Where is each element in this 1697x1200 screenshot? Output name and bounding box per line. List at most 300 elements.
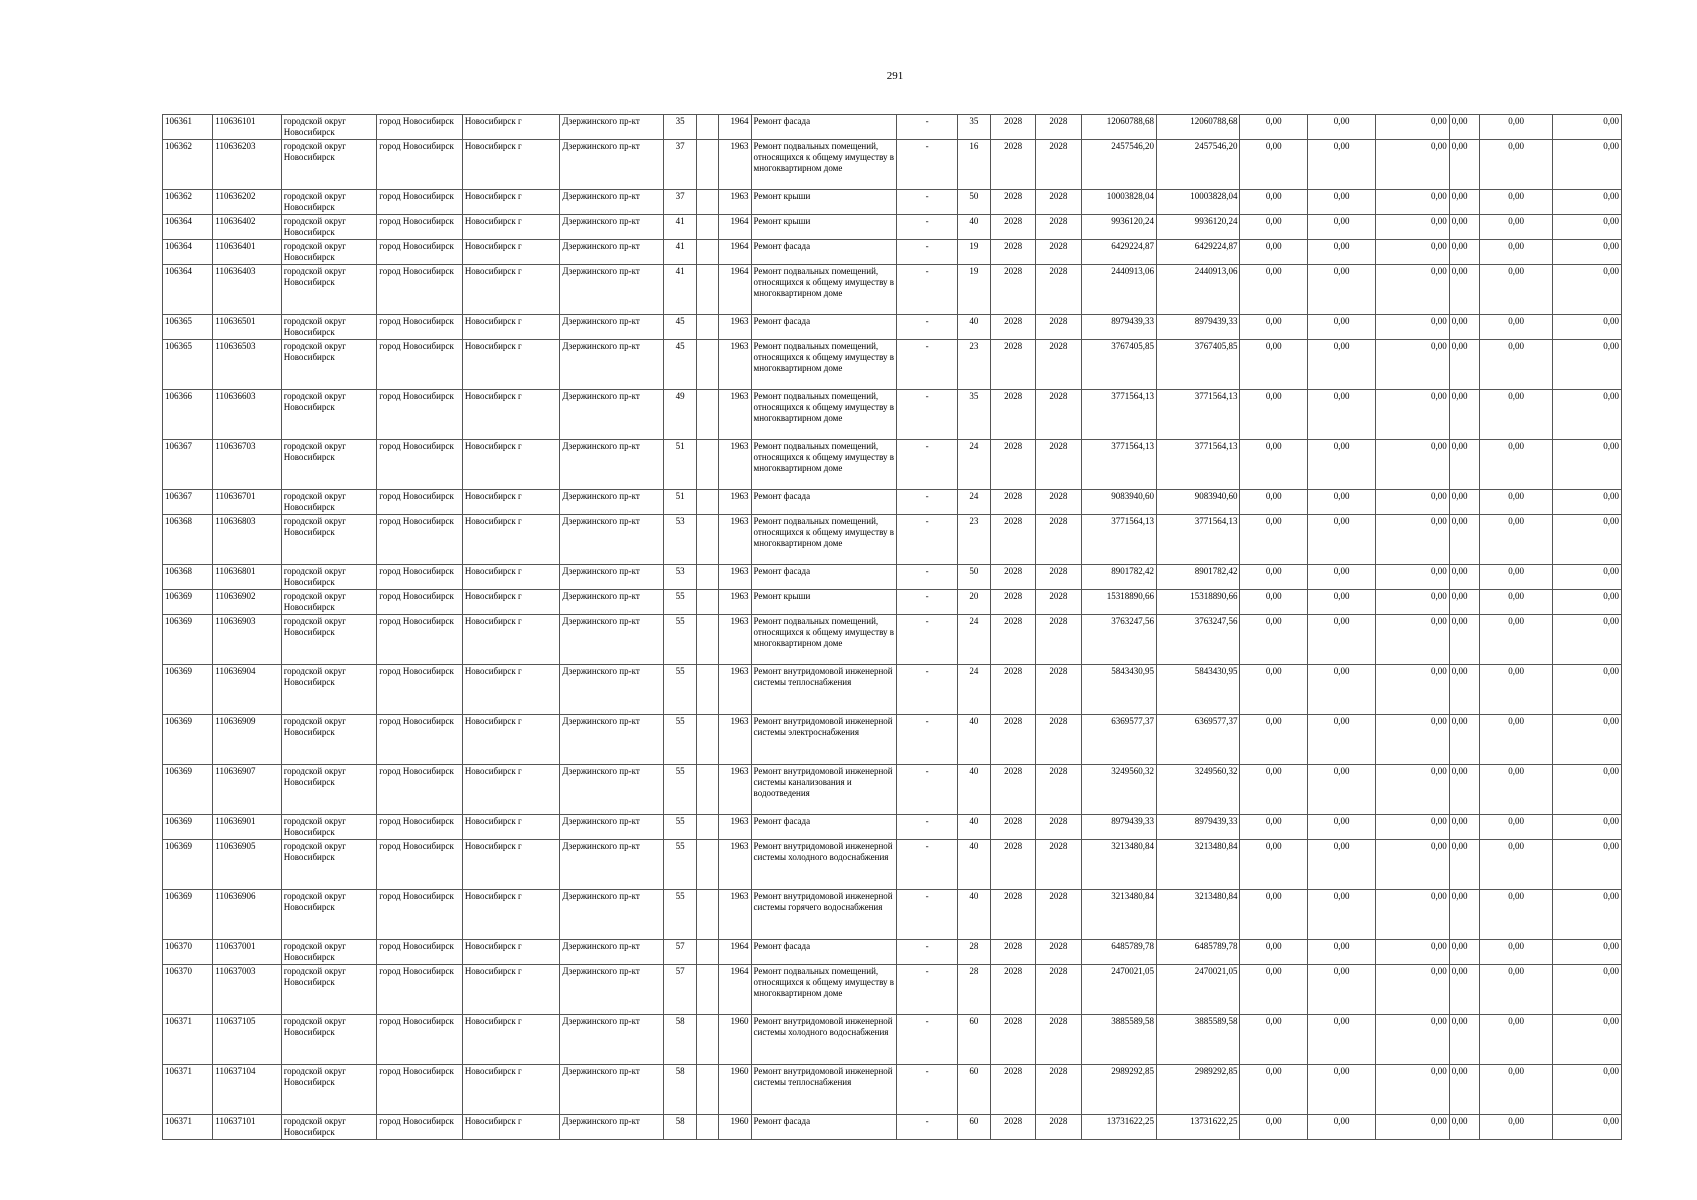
cell-house-number: 55 <box>664 590 697 615</box>
cell-locality: Новосибирск г <box>462 940 560 965</box>
cell-wear-percent: 20 <box>957 590 990 615</box>
cell-street: Дзержинского пр-кт <box>560 490 664 515</box>
cell-cost-col-20: 0,00 <box>1449 1015 1479 1065</box>
cell-settlement: город Новосибирск <box>377 115 463 140</box>
cell-year-to: 2028 <box>1036 115 1081 140</box>
cell-cost-col-19: 0,00 <box>1376 765 1449 815</box>
cell-year-from: 2028 <box>991 140 1036 190</box>
cell-dash-cell: - <box>897 515 957 565</box>
cell-cost-col-18: 0,00 <box>1307 615 1375 665</box>
cell-cost-col-21: 0,00 <box>1479 965 1552 1015</box>
cell-house-number: 53 <box>664 565 697 590</box>
cell-municipal-district: городской округ Новосибирск <box>281 940 377 965</box>
cell-street: Дзержинского пр-кт <box>560 140 664 190</box>
cell-work-type: Ремонт подвальных помещений, относящихся к общему имуществу в многоквартирном доме <box>751 340 897 390</box>
cell-house-number: 58 <box>664 1065 697 1115</box>
cell-municipal-district: городской округ Новосибирск <box>281 565 377 590</box>
cell-dash-cell: - <box>897 340 957 390</box>
table-row <box>163 615 1622 665</box>
cell-build-year: 1963 <box>719 190 751 215</box>
cell-dash-cell: - <box>897 665 957 715</box>
cell-cost-col-20: 0,00 <box>1449 115 1479 140</box>
cell-cost-col-19: 0,00 <box>1376 1015 1449 1065</box>
cell-street: Дзержинского пр-кт <box>560 565 664 590</box>
cell-build-year: 1963 <box>719 390 751 440</box>
cell-cost-col-21: 0,00 <box>1479 115 1552 140</box>
cell-wear-percent: 50 <box>957 190 990 215</box>
cell-wear-percent: 60 <box>957 1065 990 1115</box>
cell-house-number: 53 <box>664 515 697 565</box>
cell-cost-col-19: 0,00 <box>1376 140 1449 190</box>
cell-cost-col-17: 0,00 <box>1240 240 1307 265</box>
cell-year-from: 2028 <box>991 665 1036 715</box>
cell-settlement: город Новосибирск <box>377 440 463 490</box>
cell-dash-cell: - <box>897 565 957 590</box>
cell-year-to: 2028 <box>1036 190 1081 215</box>
cell-house-number: 37 <box>664 190 697 215</box>
cell-cost-fund: 6485789,78 <box>1156 940 1240 965</box>
cell-locality: Новосибирск г <box>462 515 560 565</box>
cell-work-type: Ремонт фасада <box>751 315 897 340</box>
cell-cost-col-22: 0,00 <box>1553 1015 1622 1065</box>
cell-cost-col-22: 0,00 <box>1553 940 1622 965</box>
cell-wear-percent: 40 <box>957 715 990 765</box>
cell-house-number: 41 <box>664 215 697 240</box>
cell-row-id: 106368 <box>163 515 213 565</box>
cell-total-cost: 8901782,42 <box>1081 565 1156 590</box>
cell-cost-col-22: 0,00 <box>1553 390 1622 440</box>
cell-building <box>697 965 719 1015</box>
cell-locality: Новосибирск г <box>462 340 560 390</box>
cell-cost-col-17: 0,00 <box>1240 340 1307 390</box>
cell-cost-col-20: 0,00 <box>1449 965 1479 1015</box>
cell-cost-col-18: 0,00 <box>1307 715 1375 765</box>
table-row <box>163 240 1622 265</box>
cell-cost-col-17: 0,00 <box>1240 1065 1307 1115</box>
cell-row-id: 106369 <box>163 615 213 665</box>
cell-total-cost: 9083940,60 <box>1081 490 1156 515</box>
cell-year-to: 2028 <box>1036 315 1081 340</box>
cell-row-id: 106369 <box>163 890 213 940</box>
cell-object-code: 110636202 <box>213 190 281 215</box>
cell-build-year: 1964 <box>719 240 751 265</box>
cell-build-year: 1960 <box>719 1065 751 1115</box>
cell-year-to: 2028 <box>1036 665 1081 715</box>
cell-cost-col-20: 0,00 <box>1449 765 1479 815</box>
table-row <box>163 840 1622 890</box>
cell-row-id: 106371 <box>163 1065 213 1115</box>
cell-cost-col-21: 0,00 <box>1479 515 1552 565</box>
cell-street: Дзержинского пр-кт <box>560 340 664 390</box>
cell-cost-col-20: 0,00 <box>1449 315 1479 340</box>
cell-build-year: 1963 <box>719 590 751 615</box>
cell-dash-cell: - <box>897 840 957 890</box>
cell-year-from: 2028 <box>991 840 1036 890</box>
cell-building <box>697 240 719 265</box>
cell-cost-col-18: 0,00 <box>1307 940 1375 965</box>
cell-locality: Новосибирск г <box>462 1065 560 1115</box>
cell-building <box>697 665 719 715</box>
cell-year-to: 2028 <box>1036 215 1081 240</box>
cell-municipal-district: городской округ Новосибирск <box>281 590 377 615</box>
cell-municipal-district: городской округ Новосибирск <box>281 515 377 565</box>
cell-cost-col-20: 0,00 <box>1449 340 1479 390</box>
table-row <box>163 190 1622 215</box>
cell-cost-col-20: 0,00 <box>1449 815 1479 840</box>
cell-total-cost: 3249560,32 <box>1081 765 1156 815</box>
cell-municipal-district: городской округ Новосибирск <box>281 390 377 440</box>
cell-street: Дзержинского пр-кт <box>560 390 664 440</box>
cell-street: Дзержинского пр-кт <box>560 890 664 940</box>
cell-dash-cell: - <box>897 890 957 940</box>
cell-wear-percent: 28 <box>957 940 990 965</box>
cell-cost-col-22: 0,00 <box>1553 490 1622 515</box>
cell-cost-col-19: 0,00 <box>1376 940 1449 965</box>
cell-year-from: 2028 <box>991 265 1036 315</box>
cell-municipal-district: городской округ Новосибирск <box>281 815 377 840</box>
cell-street: Дзержинского пр-кт <box>560 190 664 215</box>
cell-object-code: 110636801 <box>213 565 281 590</box>
cell-dash-cell: - <box>897 440 957 490</box>
cell-cost-col-22: 0,00 <box>1553 240 1622 265</box>
cell-cost-col-22: 0,00 <box>1553 1115 1622 1140</box>
cell-street: Дзержинского пр-кт <box>560 840 664 890</box>
cell-row-id: 106369 <box>163 665 213 715</box>
cell-cost-col-18: 0,00 <box>1307 840 1375 890</box>
cell-row-id: 106369 <box>163 715 213 765</box>
cell-cost-col-22: 0,00 <box>1553 340 1622 390</box>
cell-building <box>697 715 719 765</box>
cell-building <box>697 440 719 490</box>
cell-building <box>697 490 719 515</box>
cell-work-type: Ремонт внутридомовой инженерной системы электроснабжения <box>751 715 897 765</box>
cell-row-id: 106371 <box>163 1115 213 1140</box>
cell-object-code: 110636203 <box>213 140 281 190</box>
cell-cost-fund: 8979439,33 <box>1156 815 1240 840</box>
cell-work-type: Ремонт крыши <box>751 190 897 215</box>
cell-wear-percent: 40 <box>957 765 990 815</box>
cell-year-from: 2028 <box>991 115 1036 140</box>
cell-cost-fund: 2457546,20 <box>1156 140 1240 190</box>
cell-object-code: 110636401 <box>213 240 281 265</box>
cell-work-type: Ремонт подвальных помещений, относящихся к общему имуществу в многоквартирном доме <box>751 615 897 665</box>
table-row <box>163 565 1622 590</box>
cell-cost-col-18: 0,00 <box>1307 890 1375 940</box>
cell-object-code: 110636902 <box>213 590 281 615</box>
cell-street: Дзержинского пр-кт <box>560 315 664 340</box>
cell-locality: Новосибирск г <box>462 665 560 715</box>
cell-cost-fund: 3249560,32 <box>1156 765 1240 815</box>
cell-build-year: 1964 <box>719 940 751 965</box>
cell-wear-percent: 23 <box>957 340 990 390</box>
cell-cost-fund: 8901782,42 <box>1156 565 1240 590</box>
cell-row-id: 106371 <box>163 1015 213 1065</box>
cell-street: Дзержинского пр-кт <box>560 815 664 840</box>
cell-locality: Новосибирск г <box>462 390 560 440</box>
cell-settlement: город Новосибирск <box>377 765 463 815</box>
cell-work-type: Ремонт внутридомовой инженерной системы холодного водоснабжения <box>751 840 897 890</box>
cell-cost-fund: 12060788,68 <box>1156 115 1240 140</box>
cell-total-cost: 3213480,84 <box>1081 840 1156 890</box>
cell-locality: Новосибирск г <box>462 715 560 765</box>
cell-total-cost: 3771564,13 <box>1081 515 1156 565</box>
cell-wear-percent: 35 <box>957 115 990 140</box>
cell-wear-percent: 35 <box>957 390 990 440</box>
cell-locality: Новосибирск г <box>462 440 560 490</box>
cell-cost-col-20: 0,00 <box>1449 665 1479 715</box>
table-row <box>163 140 1622 190</box>
cell-cost-col-17: 0,00 <box>1240 1115 1307 1140</box>
cell-row-id: 106369 <box>163 590 213 615</box>
cell-street: Дзержинского пр-кт <box>560 715 664 765</box>
cell-wear-percent: 60 <box>957 1015 990 1065</box>
cell-building <box>697 315 719 340</box>
cell-year-from: 2028 <box>991 1065 1036 1115</box>
cell-building <box>697 1065 719 1115</box>
cell-building <box>697 515 719 565</box>
cell-cost-col-19: 0,00 <box>1376 240 1449 265</box>
cell-dash-cell: - <box>897 490 957 515</box>
cell-year-from: 2028 <box>991 590 1036 615</box>
page-number: 291 <box>886 70 904 82</box>
cell-work-type: Ремонт внутридомовой инженерной системы теплоснабжения <box>751 1065 897 1115</box>
cell-cost-col-17: 0,00 <box>1240 965 1307 1015</box>
cell-municipal-district: городской округ Новосибирск <box>281 840 377 890</box>
cell-year-from: 2028 <box>991 965 1036 1015</box>
cell-cost-fund: 10003828,04 <box>1156 190 1240 215</box>
cell-municipal-district: городской округ Новосибирск <box>281 715 377 765</box>
cell-cost-col-19: 0,00 <box>1376 490 1449 515</box>
cell-cost-fund: 6429224,87 <box>1156 240 1240 265</box>
cell-cost-col-21: 0,00 <box>1479 1065 1552 1115</box>
cell-cost-col-17: 0,00 <box>1240 490 1307 515</box>
cell-total-cost: 15318890,66 <box>1081 590 1156 615</box>
cell-year-to: 2028 <box>1036 715 1081 765</box>
cell-municipal-district: городской округ Новосибирск <box>281 665 377 715</box>
cell-cost-col-19: 0,00 <box>1376 215 1449 240</box>
cell-year-from: 2028 <box>991 1015 1036 1065</box>
cell-cost-col-18: 0,00 <box>1307 965 1375 1015</box>
cell-total-cost: 3213480,84 <box>1081 890 1156 940</box>
cell-cost-col-22: 0,00 <box>1553 515 1622 565</box>
cell-total-cost: 3767405,85 <box>1081 340 1156 390</box>
cell-object-code: 110636603 <box>213 390 281 440</box>
cell-cost-col-22: 0,00 <box>1553 590 1622 615</box>
cell-municipal-district: городской округ Новосибирск <box>281 240 377 265</box>
cell-locality: Новосибирск г <box>462 240 560 265</box>
cell-cost-col-21: 0,00 <box>1479 615 1552 665</box>
table-row <box>163 215 1622 240</box>
cell-house-number: 41 <box>664 240 697 265</box>
cell-cost-col-17: 0,00 <box>1240 390 1307 440</box>
cell-building <box>697 590 719 615</box>
cell-cost-col-17: 0,00 <box>1240 715 1307 765</box>
cell-house-number: 51 <box>664 440 697 490</box>
cell-cost-fund: 15318890,66 <box>1156 590 1240 615</box>
cell-cost-col-18: 0,00 <box>1307 490 1375 515</box>
cell-object-code: 110636101 <box>213 115 281 140</box>
cell-cost-col-20: 0,00 <box>1449 940 1479 965</box>
cell-cost-col-20: 0,00 <box>1449 565 1479 590</box>
cell-locality: Новосибирск г <box>462 115 560 140</box>
cell-wear-percent: 40 <box>957 815 990 840</box>
cell-object-code: 110636906 <box>213 890 281 940</box>
cell-cost-col-19: 0,00 <box>1376 390 1449 440</box>
cell-dash-cell: - <box>897 815 957 840</box>
cell-row-id: 106365 <box>163 315 213 340</box>
cell-cost-col-17: 0,00 <box>1240 140 1307 190</box>
cell-build-year: 1964 <box>719 265 751 315</box>
cell-cost-col-19: 0,00 <box>1376 665 1449 715</box>
cell-house-number: 41 <box>664 265 697 315</box>
cell-cost-col-17: 0,00 <box>1240 190 1307 215</box>
cell-build-year: 1963 <box>719 840 751 890</box>
cell-street: Дзержинского пр-кт <box>560 665 664 715</box>
cell-object-code: 110636909 <box>213 715 281 765</box>
cell-object-code: 110636803 <box>213 515 281 565</box>
cell-cost-col-18: 0,00 <box>1307 515 1375 565</box>
cell-house-number: 55 <box>664 665 697 715</box>
cell-municipal-district: городской округ Новосибирск <box>281 215 377 240</box>
cell-dash-cell: - <box>897 765 957 815</box>
cell-cost-col-17: 0,00 <box>1240 665 1307 715</box>
cell-municipal-district: городской округ Новосибирск <box>281 490 377 515</box>
cell-cost-col-18: 0,00 <box>1307 240 1375 265</box>
table-row <box>163 815 1622 840</box>
cell-object-code: 110636703 <box>213 440 281 490</box>
cell-cost-col-21: 0,00 <box>1479 390 1552 440</box>
cell-cost-fund: 3885589,58 <box>1156 1015 1240 1065</box>
cell-object-code: 110636907 <box>213 765 281 815</box>
cell-cost-col-19: 0,00 <box>1376 515 1449 565</box>
cell-cost-col-21: 0,00 <box>1479 140 1552 190</box>
cell-cost-fund: 3763247,56 <box>1156 615 1240 665</box>
cell-building <box>697 265 719 315</box>
table-row <box>163 265 1622 315</box>
cell-year-from: 2028 <box>991 565 1036 590</box>
cell-build-year: 1963 <box>719 340 751 390</box>
cell-cost-col-22: 0,00 <box>1553 615 1622 665</box>
cell-build-year: 1964 <box>719 115 751 140</box>
cell-settlement: город Новосибирск <box>377 190 463 215</box>
cell-house-number: 58 <box>664 1115 697 1140</box>
cell-cost-col-22: 0,00 <box>1553 215 1622 240</box>
cell-cost-col-21: 0,00 <box>1479 215 1552 240</box>
cell-building <box>697 615 719 665</box>
table-row <box>163 490 1622 515</box>
cell-cost-fund: 2989292,85 <box>1156 1065 1240 1115</box>
cell-dash-cell: - <box>897 940 957 965</box>
cell-cost-col-21: 0,00 <box>1479 340 1552 390</box>
cell-year-from: 2028 <box>991 440 1036 490</box>
cell-cost-col-22: 0,00 <box>1553 840 1622 890</box>
cell-house-number: 57 <box>664 940 697 965</box>
cell-row-id: 106362 <box>163 190 213 215</box>
cell-year-to: 2028 <box>1036 965 1081 1015</box>
table-row <box>163 890 1622 940</box>
cell-row-id: 106362 <box>163 140 213 190</box>
cell-settlement: город Новосибирск <box>377 265 463 315</box>
cell-cost-col-18: 0,00 <box>1307 390 1375 440</box>
cell-year-to: 2028 <box>1036 565 1081 590</box>
cell-wear-percent: 23 <box>957 515 990 565</box>
cell-cost-col-18: 0,00 <box>1307 190 1375 215</box>
cell-settlement: город Новосибирск <box>377 515 463 565</box>
cell-street: Дзержинского пр-кт <box>560 1015 664 1065</box>
table-row <box>163 965 1622 1015</box>
cell-cost-col-18: 0,00 <box>1307 440 1375 490</box>
cell-dash-cell: - <box>897 140 957 190</box>
cell-build-year: 1963 <box>719 315 751 340</box>
cell-work-type: Ремонт фасада <box>751 940 897 965</box>
cell-row-id: 106370 <box>163 965 213 1015</box>
cell-cost-col-20: 0,00 <box>1449 715 1479 765</box>
cell-cost-fund: 6369577,37 <box>1156 715 1240 765</box>
cell-building <box>697 140 719 190</box>
cell-locality: Новосибирск г <box>462 890 560 940</box>
cell-row-id: 106369 <box>163 840 213 890</box>
cell-year-to: 2028 <box>1036 240 1081 265</box>
cell-row-id: 106369 <box>163 815 213 840</box>
cell-year-to: 2028 <box>1036 265 1081 315</box>
cell-work-type: Ремонт внутридомовой инженерной системы холодного водоснабжения <box>751 1015 897 1065</box>
cell-build-year: 1963 <box>719 715 751 765</box>
cell-cost-fund: 2440913,06 <box>1156 265 1240 315</box>
cell-settlement: город Новосибирск <box>377 965 463 1015</box>
cell-cost-col-20: 0,00 <box>1449 240 1479 265</box>
cell-locality: Новосибирск г <box>462 565 560 590</box>
cell-year-from: 2028 <box>991 490 1036 515</box>
cell-cost-col-20: 0,00 <box>1449 1065 1479 1115</box>
cell-building <box>697 115 719 140</box>
cell-row-id: 106364 <box>163 215 213 240</box>
cell-dash-cell: - <box>897 715 957 765</box>
cell-total-cost: 3885589,58 <box>1081 1015 1156 1065</box>
cell-cost-col-21: 0,00 <box>1479 315 1552 340</box>
cell-cost-col-22: 0,00 <box>1553 890 1622 940</box>
cell-year-to: 2028 <box>1036 1115 1081 1140</box>
cell-year-to: 2028 <box>1036 940 1081 965</box>
cell-cost-col-17: 0,00 <box>1240 940 1307 965</box>
cell-municipal-district: городской округ Новосибирск <box>281 765 377 815</box>
cell-work-type: Ремонт подвальных помещений, относящихся к общему имуществу в многоквартирном доме <box>751 965 897 1015</box>
cell-cost-fund: 9936120,24 <box>1156 215 1240 240</box>
cell-cost-col-21: 0,00 <box>1479 240 1552 265</box>
cell-cost-col-21: 0,00 <box>1479 590 1552 615</box>
cell-cost-col-22: 0,00 <box>1553 315 1622 340</box>
cell-wear-percent: 19 <box>957 240 990 265</box>
cell-building <box>697 190 719 215</box>
cell-cost-col-21: 0,00 <box>1479 1115 1552 1140</box>
cell-cost-col-19: 0,00 <box>1376 340 1449 390</box>
cell-year-from: 2028 <box>991 765 1036 815</box>
cell-object-code: 110636503 <box>213 340 281 390</box>
cell-cost-col-17: 0,00 <box>1240 840 1307 890</box>
cell-house-number: 45 <box>664 340 697 390</box>
cell-municipal-district: городской округ Новосибирск <box>281 265 377 315</box>
cell-work-type: Ремонт фасада <box>751 490 897 515</box>
cell-cost-col-17: 0,00 <box>1240 315 1307 340</box>
cell-total-cost: 13731622,25 <box>1081 1115 1156 1140</box>
cell-locality: Новосибирск г <box>462 490 560 515</box>
cell-street: Дзержинского пр-кт <box>560 515 664 565</box>
cell-municipal-district: городской округ Новосибирск <box>281 440 377 490</box>
cell-house-number: 55 <box>664 765 697 815</box>
cell-locality: Новосибирск г <box>462 615 560 665</box>
cell-cost-col-21: 0,00 <box>1479 265 1552 315</box>
cell-cost-col-18: 0,00 <box>1307 340 1375 390</box>
cell-cost-col-20: 0,00 <box>1449 215 1479 240</box>
